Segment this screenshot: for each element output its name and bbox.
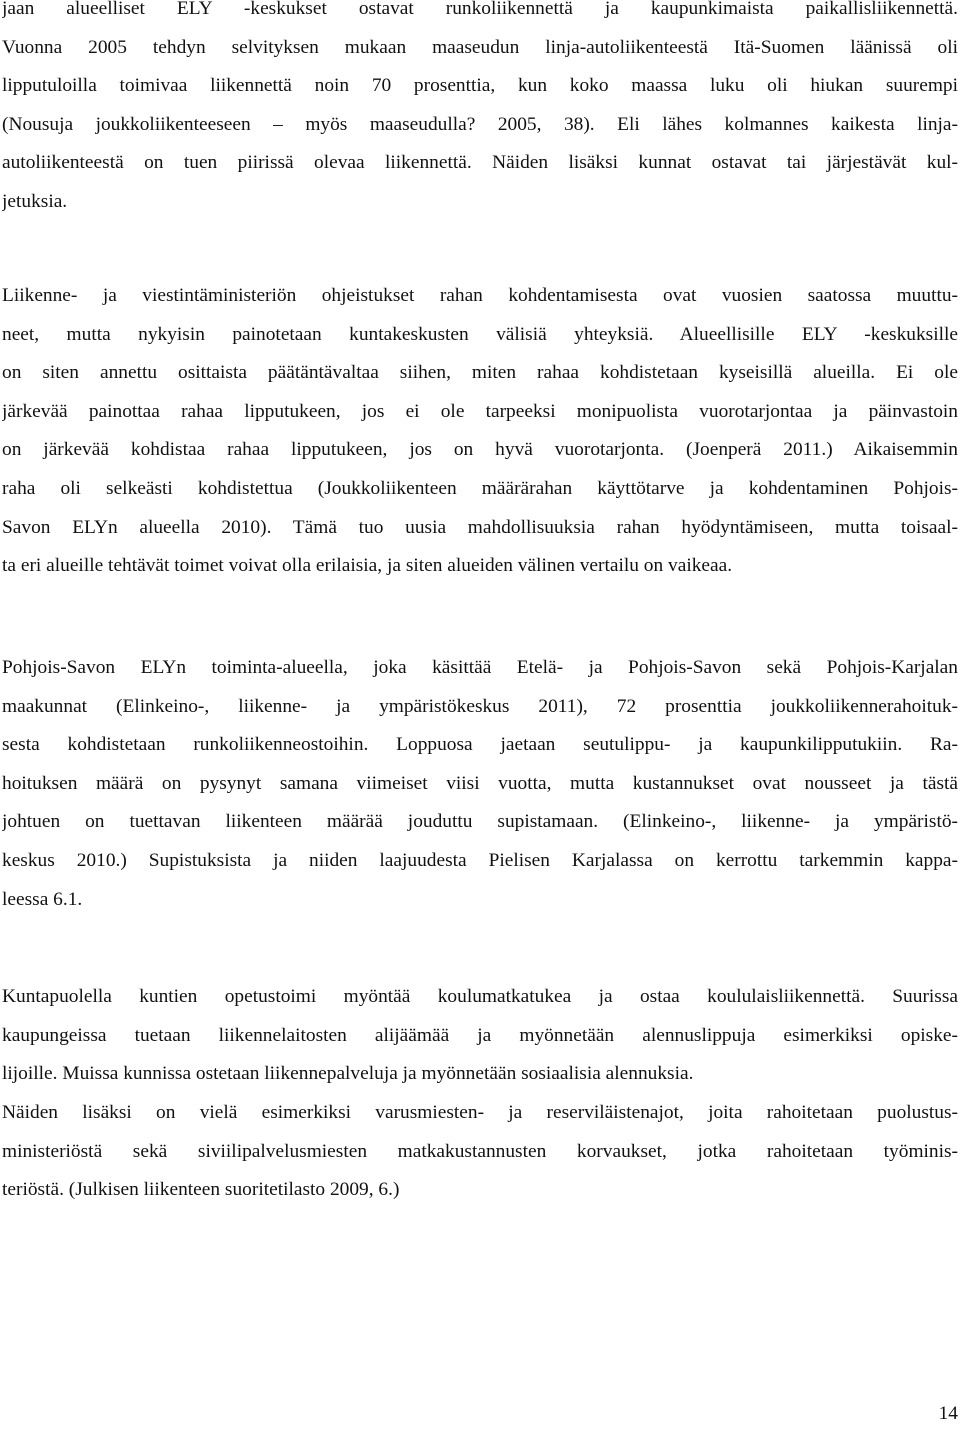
text-line: Kuntapuolella kuntien opetustoimi myöntää koulumatkatukea ja ostaa koululaisliikennettä. Suurissa [2,986,958,1007]
text-line: teriöstä. (Julkisen liikenteen suoritetilasto 2009, 6.) [2,1179,400,1201]
text-line: neet, mutta nykyisin painotetaan kuntakeskusten välisiä yhteyksiä. Alueellisille ELY -keskuksille [2,323,958,345]
text-line: kaupungeissa tuetaan liikennelaitosten alijäämää ja myönnetään alennuslippuja esimerkiksi opiske- [2,1024,958,1046]
paragraph-1 [2,0,958,222]
text-line: Näiden lisäksi on vielä esimerkiksi varusmiesten- ja reserviläistenajot, joita rahoitetaan puolustus- [2,1102,958,1123]
text-line: ta eri alueille tehtävät toimet voivat olla erilaisia, ja siten alueiden välinen vertailu on vaikeaa. [2,555,733,577]
paragraph-2 [2,277,958,586]
text-line: jetuksia. [2,190,68,212]
text-line: on siten annettu osittaista päätäntävaltaa siihen, miten rahaa kohdistetaan kyseisillä alueilla. Ei ole [2,362,958,384]
text-line: johtuen on tuettavan liikenteen määrää jouduttu supistamaan. (Elinkeino-, liikenne- ja ympäristö- [2,811,958,833]
text-line: raha oli selkeästi kohdistettua (Joukkoliikenteen määrärahan käyttötarve ja kohdentaminen Pohjois- [2,477,958,499]
text-line: (Nousuja joukkoliikenteeseen – myös maaseudulla? 2005, 38). Eli lähes kolmannes kaikesta linja- [2,113,958,135]
text-line: sesta kohdistetaan runkoliikenneostoihin. Loppuosa jaetaan seutulippu- ja kaupunkilipputukiin. Ra- [2,734,958,756]
text-line: järkevää painottaa rahaa lipputukeen, jos ei ole tarpeeksi monipuolista vuorotarjontaa ja päinvastoin [2,400,958,422]
paragraph-3 [2,649,958,919]
text-line: Savon ELYn alueella 2010). Tämä tuo uusia mahdollisuuksia rahan hyödyntämiseen, mutta toisaal- [2,516,958,538]
paragraph-5 [2,1094,958,1210]
text-line: lipputuloilla toimivaa liikennettä noin 70 prosenttia, kun koko maassa luku oli hiukan suurempi [2,75,958,97]
text-line: jaan alueelliset ELY -keskukset ostavat runkoliikennettä ja kaupunkimaista paikallisliikennettä. [2,0,958,19]
text-line: Liikenne- ja viestintäministeriön ohjeistukset rahan kohdentamisesta ovat vuosien saatossa muuttu- [2,285,958,306]
text-line: hoituksen määrä on pysynyt samana viimeiset viisi vuotta, mutta kustannukset ovat nousseet ja tästä [2,772,958,794]
text-line: ministeriöstä sekä siviilipalvelusmiesten matkakustannusten korvaukset, jotka rahoitetaan työminis- [2,1140,958,1162]
text-line: Vuonna 2005 tehdyn selvityksen mukaan maaseudun linja-autoliikenteestä Itä-Suomen läänissä oli [2,36,958,58]
page-number: 14 [938,1403,958,1424]
text-line: leessa 6.1. [2,888,83,910]
text-line: maakunnat (Elinkeino-, liikenne- ja ympäristökeskus 2011), 72 prosenttia joukkoliikennerahoituk- [2,695,958,717]
text-line: lijoille. Muissa kunnissa ostetaan liikennepalveluja ja myönnetään sosiaalisia alennuksia. [2,1063,694,1085]
text-line: Pohjois-Savon ELYn toiminta-alueella, joka käsittää Etelä- ja Pohjois-Savon sekä Pohjois-Karjalan [2,657,958,678]
text-line: on järkevää kohdistaa rahaa lipputukeen, jos on hyvä vuorotarjonta. (Joenperä 2011.) Aikaisemmin [2,439,958,461]
text-line: autoliikenteestä on tuen piirissä olevaa liikennettä. Näiden lisäksi kunnat ostavat tai järjestävät kul- [2,152,958,174]
text-line: keskus 2010.) Supistuksista ja niiden laajuudesta Pielisen Karjalassa on kerrottu tarkemmin kappa- [2,849,958,871]
paragraph-4 [2,978,958,1094]
